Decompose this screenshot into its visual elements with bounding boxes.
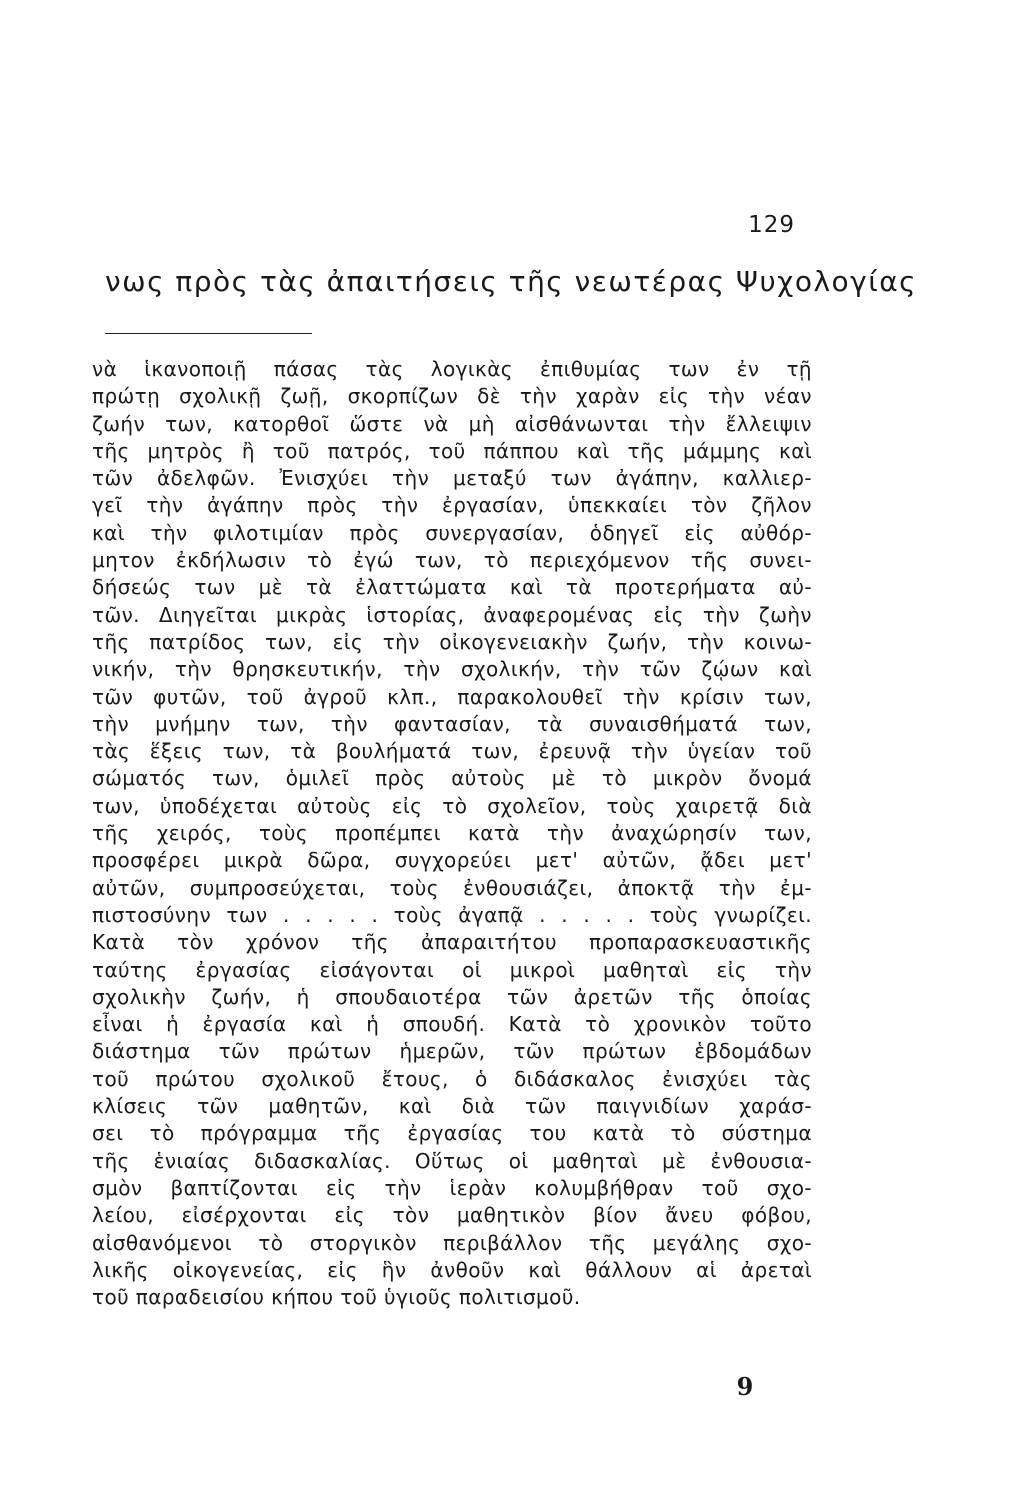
- text-line: νικήν, τὴν θρησκευτικήν, τὴν σχολικήν, τὴν τῶν ζῴων καὶ: [92, 657, 812, 682]
- text-line: πρώτῃ σχολικῇ ζωῇ, σκορπίζων δὲ τὴν χαρὰν εἰς τὴν νέαν: [92, 384, 812, 409]
- text-line: των, ὑποδέχεται αὐτοὺς εἰς τὸ σχολεῖον, τοὺς χαιρετᾷ διὰ: [92, 793, 812, 818]
- text-line: τῆς ἑνιαίας διδασκαλίας. Οὕτως οἱ μαθηταὶ μὲ ἐνθουσια-: [92, 1148, 812, 1173]
- text-line: δήσεώς των μὲ τὰ ἐλαττώματα καὶ τὰ προτερήματα αὐ-: [92, 575, 812, 600]
- text-line: νὰ ἱκανοποιῇ πάσας τὰς λογικὰς ἐπιθυμίας των ἐν τῇ: [92, 357, 812, 381]
- text-line: κλίσεις τῶν μαθητῶν, καὶ διὰ τῶν παιγνιδίων χαράσ-: [92, 1094, 812, 1119]
- text-line: μητον ἐκδήλωσιν τὸ ἐγώ των, τὸ περιεχόμενον τῆς συνει-: [92, 548, 812, 573]
- header-rule: [105, 333, 312, 334]
- text-line: τὰς ἕξεις των, τὰ βουλήματά των, ἐρευνᾷ τὴν ὑγείαν τοῦ: [92, 739, 812, 764]
- text-line: Κατὰ τὸν χρόνον τῆς ἀπαραιτήτου προπαρασκευαστικῆς: [92, 930, 812, 955]
- page-number: 129: [748, 212, 795, 238]
- text-line: πιστοσύνην των . . . . . τοὺς ἀγαπᾷ . . . . . τοὺς γνωρίζει.: [92, 902, 812, 927]
- text-line: λικῆς οἰκογενείας, εἰς ἣν ἀνθοῦν καὶ θάλλουν αἱ ἀρεταὶ: [92, 1257, 812, 1282]
- text-line: καὶ τὴν φιλοτιμίαν πρὸς συνεργασίαν, ὁδηγεῖ εἰς αὐθόρ-: [92, 520, 812, 545]
- text-line: τῆς πατρίδος των, εἰς τὴν οἰκογενειακὴν ζωήν, τὴν κοινω-: [92, 629, 812, 654]
- text-line: προσφέρει μικρὰ δῶρα, συγχορεύει μετ' αὐτῶν, ᾄδει μετ': [92, 848, 812, 873]
- text-line: σχολικὴν ζωήν, ἡ σπουδαιοτέρα τῶν ἀρετῶν τῆς ὁποίας: [92, 984, 812, 1009]
- text-line: τοῦ παραδεισίου κήπου τοῦ ὑγιοῦς πολιτισμοῦ.: [92, 1285, 581, 1310]
- signature-mark: 9: [736, 1372, 754, 1401]
- text-line: αὐτῶν, συμπροσεύχεται, τοὺς ἐνθουσιάζει, ἀποκτᾷ τὴν ἐμ-: [92, 875, 812, 900]
- text-line: τῆς χειρός, τοὺς προπέμπει κατὰ τὴν ἀναχώρησίν των,: [92, 821, 812, 846]
- text-line: τὴν μνήμην των, τὴν φαντασίαν, τὰ συναισθήματά των,: [92, 711, 812, 736]
- text-line: ταύτης ἐργασίας εἰσάγονται οἱ μικροὶ μαθηταὶ εἰς τὴν: [92, 957, 812, 982]
- text-line: αἰσθανόμενοι τὸ στοργικὸν περιβάλλον τῆς μεγάλης σχο-: [92, 1230, 812, 1255]
- body-text: [92, 356, 812, 1311]
- text-line: ζωήν των, κατορθοῖ ὥστε νὰ μὴ αἰσθάνωνται τὴν ἔλλειψιν: [92, 411, 812, 436]
- text-line: σώματός των, ὁμιλεῖ πρὸς αὐτοὺς μὲ τὸ μικρὸν ὄνομά: [92, 766, 812, 791]
- text-line: τοῦ πρώτου σχολικοῦ ἔτους, ὁ διδάσκαλος ἐνισχύει τὰς: [92, 1066, 812, 1091]
- text-line: σμὸν βαπτίζονται εἰς τὴν ἱερὰν κολυμβήθραν τοῦ σχο-: [92, 1175, 812, 1200]
- text-line: σει τὸ πρόγραμμα τῆς ἐργασίας του κατὰ τὸ σύστημα: [92, 1121, 812, 1146]
- running-head: νως πρὸς τὰς ἀπαιτήσεις τῆς νεωτέρας Ψυχολογίας: [105, 265, 918, 298]
- text-line: τῶν. Διηγεῖται μικρὰς ἱστορίας, ἀναφερομένας εἰς τὴν ζωὴν: [92, 602, 812, 627]
- text-line: γεῖ τὴν ἀγάπην πρὸς τὴν ἐργασίαν, ὑπεκκαίει τὸν ζῆλον: [92, 493, 812, 518]
- text-line: εἶναι ἡ ἐργασία καὶ ἡ σπουδή. Κατὰ τὸ χρονικὸν τοῦτο: [92, 1012, 812, 1037]
- text-line: λείου, εἰσέρχονται εἰς τὸν μαθητικὸν βίον ἄνευ φόβου,: [92, 1203, 812, 1228]
- text-line: διάστημα τῶν πρώτων ἡμερῶν, τῶν πρώτων ἑβδομάδων: [92, 1039, 812, 1064]
- text-line: τῶν φυτῶν, τοῦ ἀγροῦ κλπ., παρακολουθεῖ τὴν κρίσιν των,: [92, 684, 812, 709]
- text-line: τῆς μητρὸς ἢ τοῦ πατρός, τοῦ πάππου καὶ τῆς μάμμης καὶ: [92, 438, 812, 463]
- text-line: τῶν ἀδελφῶν. Ἐνισχύει τὴν μεταξύ των ἀγάπην, καλλιερ-: [92, 466, 812, 491]
